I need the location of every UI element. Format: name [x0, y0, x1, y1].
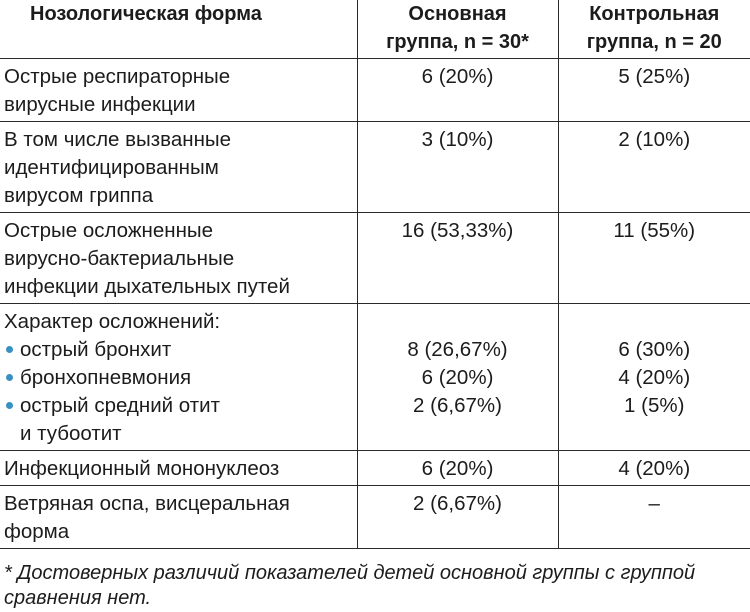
row-label	[0, 122, 357, 213]
row-label-line: вирусно-бактериальные	[4, 247, 235, 270]
row-label	[0, 486, 357, 549]
complication-control-value: 1 (5%)	[624, 394, 685, 417]
bullet-icon	[6, 346, 13, 353]
control-group-value: 2 (10%)	[558, 122, 750, 213]
header-col2-line1: Основная	[408, 3, 507, 25]
complication-label: острый бронхит	[20, 338, 172, 361]
row-label	[0, 59, 357, 122]
main-group-value: 16 (53,33%)	[357, 213, 558, 304]
footnote-line: * Достоверных различий показателей детей основной группы с группой	[4, 562, 696, 584]
control-group-value: 4 (20%)	[558, 451, 750, 486]
header-col3-line1: Контрольная	[589, 3, 720, 25]
complication-label: острый средний отит	[20, 394, 220, 417]
footnote-line: сравнения нет.	[4, 587, 152, 609]
control-group-value: 5 (25%)	[558, 59, 750, 122]
main-group-value: 6 (20%)	[357, 59, 558, 122]
table-row	[0, 122, 750, 213]
complication-item	[4, 392, 351, 420]
complication-main-value: 8 (26,67%)	[407, 338, 508, 361]
complication-main-value: 2 (6,67%)	[413, 394, 502, 417]
table-row	[0, 486, 750, 549]
row-label-line: В том числе вызванные	[4, 128, 232, 151]
complication-label-continuation: и тубоотит	[20, 422, 122, 445]
table-row	[0, 451, 750, 486]
header-col3-line2: группа, n = 20	[586, 31, 722, 53]
header-control-group	[558, 0, 750, 59]
complication-main-value: 6 (20%)	[421, 366, 494, 389]
main-group-value	[357, 304, 558, 451]
header-col2-line2: группа, n = 30*	[386, 31, 529, 53]
header-main-group	[357, 0, 558, 59]
header-col1-text: Нозологическая форма	[30, 3, 262, 25]
table-header-row	[0, 0, 750, 59]
table-row	[0, 213, 750, 304]
row-label	[0, 304, 357, 451]
row-label	[0, 213, 357, 304]
main-group-value: 2 (6,67%)	[357, 486, 558, 549]
row-label	[0, 451, 357, 486]
complications-title: Характер осложнений:	[4, 310, 221, 333]
table-row-complications	[0, 304, 750, 451]
complication-item	[4, 336, 351, 364]
complication-control-value: 6 (30%)	[618, 338, 691, 361]
row-label-line: вирусные инфекции	[4, 93, 196, 116]
complication-control-value: 4 (20%)	[618, 366, 691, 389]
complication-item	[4, 364, 351, 392]
control-group-value: 11 (55%)	[558, 213, 750, 304]
row-label-line: Ветряная оспа, висцеральная	[4, 492, 290, 515]
main-group-value: 6 (20%)	[357, 451, 558, 486]
header-nosology-form	[0, 0, 357, 59]
footnote	[4, 561, 748, 611]
row-label-line: Острые осложненные	[4, 219, 214, 242]
row-label-line: инфекции дыхательных путей	[4, 275, 290, 298]
bullet-icon	[6, 374, 13, 381]
control-group-value	[558, 304, 750, 451]
main-group-value: 3 (10%)	[357, 122, 558, 213]
table-row	[0, 59, 750, 122]
row-label-line: Острые респираторные	[4, 65, 231, 88]
row-label-line: форма	[4, 520, 70, 543]
row-label-line: вирусом гриппа	[4, 184, 154, 207]
complication-label: бронхопневмония	[20, 366, 192, 389]
row-label-line: Инфекционный мононуклеоз	[4, 457, 280, 480]
control-group-value: –	[558, 486, 750, 549]
bullet-icon	[6, 402, 13, 409]
row-label-line: идентифицированным	[4, 156, 219, 179]
